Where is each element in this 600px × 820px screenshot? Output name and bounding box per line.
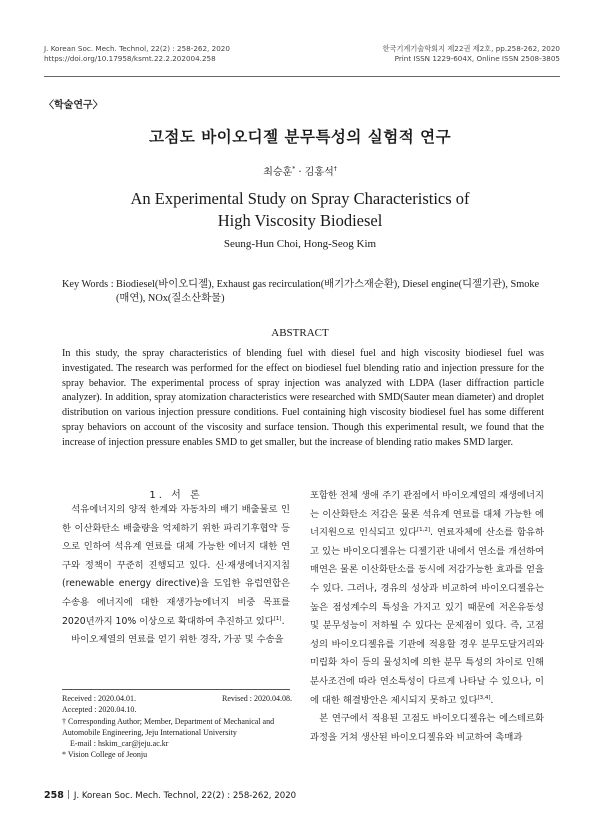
journal-citation: J. Korean Soc. Mech. Technol, 22(2) : 258-262, 2020 — [44, 44, 230, 53]
paragraph-text: . 연료자체에 산소를 함유하고 있는 바이오디젤유는 디젤기관 내에서 연소를 개선하여 매연은 물론 이산화탄소를 동시에 저감가능한 효과를 얻을 수 있다. 그러나, 경유의 성상과 비교하여 바이오디젤유는 높은 점성계수의 특성을 가지고 있기 때문에 저온유동성 및 분무성능이 저하될 수 있다는 문제점이 있다. 즉, 고점성의 바이오디젤유를 기관에 적용할 경우 분무도달거리와 미립화 차이 등의 물성치에 의한 분무 특성의 차이로 인해 분사조건에 따라 연소특성이 다르게 나타날 수 있으나, 이에 대한 해결방안은 제시되지 못하고 있다 — [310, 527, 544, 706]
accepted-date: Accepted : 2020.04.10. — [62, 705, 137, 715]
author-1-name: 최승훈 — [263, 167, 293, 178]
footnote-divider — [62, 689, 290, 690]
title-english — [0, 188, 600, 232]
left-column — [62, 501, 290, 650]
footer-separator — [68, 790, 69, 799]
paragraph: 바이오제열의 연료를 얻기 위한 경작, 가공 및 수송을 — [71, 634, 284, 646]
running-header-left — [44, 44, 230, 64]
abstract-body: In this study, the spray characteristics of blending fuel with diesel fuel and high viscosity biodiesel fuel was investigated. The research was performed for the effect on biodiesel fuel blending ratio and injection pressure for the spray behavior. The experimental process of spray injection was analyzed with LDPA (laser diffraction particle analyzer). In addition, spray atomization characteristics were researched with SMD(Sauter mean diameter) and droplet distribution on various injection pressure conditions. Fuel containing high viscosity biodiesel fuel has some different spray behaviors on account of the viscosity and surface tension. Though this experimental result, we found that the increase of injection pressure enables SMD to get smaller, but the increase of blending ratio makes SMD larger. — [62, 348, 544, 448]
journal-citation-ko: 한국기계기술학회지 제22권 제2호, pp.258-262, 2020 — [382, 44, 560, 53]
paragraph-text: 포함한 전체 생애 주기 관점에서 바이오계열의 재생에너지는 이산화탄소 저감은 물론 석유계 연료를 대체 가능한 에너지원으로 인식되고 있다 — [310, 490, 544, 539]
running-header-right — [383, 44, 560, 64]
received-date: Received : 2020.04.01. — [62, 694, 136, 703]
right-column — [310, 487, 544, 747]
paragraph-end: . — [281, 615, 285, 627]
title-english-line-1: An Experimental Study on Spray Characteristics of — [130, 189, 470, 208]
page-number: 258 — [44, 790, 64, 801]
affiliation-note: * Vision College of Jeonju — [62, 750, 148, 760]
authors-english: Seung-Hun Choi, Hong-Seog Kim — [223, 238, 377, 250]
paragraph — [62, 501, 290, 631]
author-separator: · — [295, 167, 305, 178]
citation-ref[interactable]: [1] — [273, 615, 282, 622]
paragraph — [310, 487, 544, 710]
corresponding-author: † Corresponding Author; Member, Department of Mechanical and Automobile Engineering, Jeju International University — [62, 716, 275, 737]
footnotes — [62, 693, 292, 761]
revised-date: Revised : 2020.04.08. — [222, 694, 292, 703]
footer-journal: J. Korean Soc. Mech. Technol, 22(2) : 258-262, 2020 — [73, 791, 297, 801]
page-footer — [44, 790, 296, 801]
paragraph-end: . — [490, 694, 494, 706]
paragraph: 본 연구에서 적용된 고점도 바이오디젤유는 에스테르화 과정을 거쳐 생산된 바이오디젤유와 비교하여 촉매과 — [310, 713, 544, 743]
author-2-name: 김홍석 — [304, 167, 334, 178]
paragraph-text: 석유에너지의 양적 한계와 자동차의 배기 배출물로 인한 이산화탄소 배출량을 억제하기 위한 파리기후협약 등으로 인하여 석유계 연료를 대체 가능한 에너지 대한 연구와 정책이 꾸준히 진행되고 있다. 신·재생에너지지침(renewable energy directive)을 도입한 유럽연합은 수송용 에너지에 대한 재생가능에너지 비중 목표를 2020년까지 10% 이상으로 확대하여 추진하고 있다 — [62, 504, 290, 627]
article-type-label: 〈학술연구〉 — [44, 100, 103, 111]
author-1-mark: * — [292, 165, 296, 173]
issn-info: Print ISSN 1229-604X, Online ISSN 2508-3805 — [394, 54, 560, 63]
header-divider — [44, 76, 560, 77]
citation-ref[interactable]: [1,2] — [416, 527, 430, 534]
abstract-heading: ABSTRACT — [271, 327, 329, 339]
doi-link[interactable]: https://doi.org/10.17958/ksmt.22.2.202004.258 — [44, 54, 216, 63]
author-2-mark: † — [333, 165, 337, 173]
keywords-label: Key Words : — [62, 279, 114, 290]
title-english-line-2: High Viscosity Biodiesel — [217, 211, 383, 230]
authors-korean — [0, 163, 600, 178]
keywords-text: Biodiesel(바이오디젤), Exhaust gas recirculation(배기가스재순환), Diesel engine(디젤기관), Smoke (매연), NOx(질소산화물) — [116, 279, 540, 304]
citation-ref[interactable]: [3,4] — [477, 694, 491, 701]
author-email[interactable]: E-mail : hskim_car@jeju.ac.kr — [70, 739, 169, 749]
section-heading-introduction: 1. 서 론 — [149, 490, 203, 501]
title-korean: 고점도 바이오디젤 분무특성의 실험적 연구 — [148, 128, 452, 146]
footnote-dates — [62, 693, 292, 704]
